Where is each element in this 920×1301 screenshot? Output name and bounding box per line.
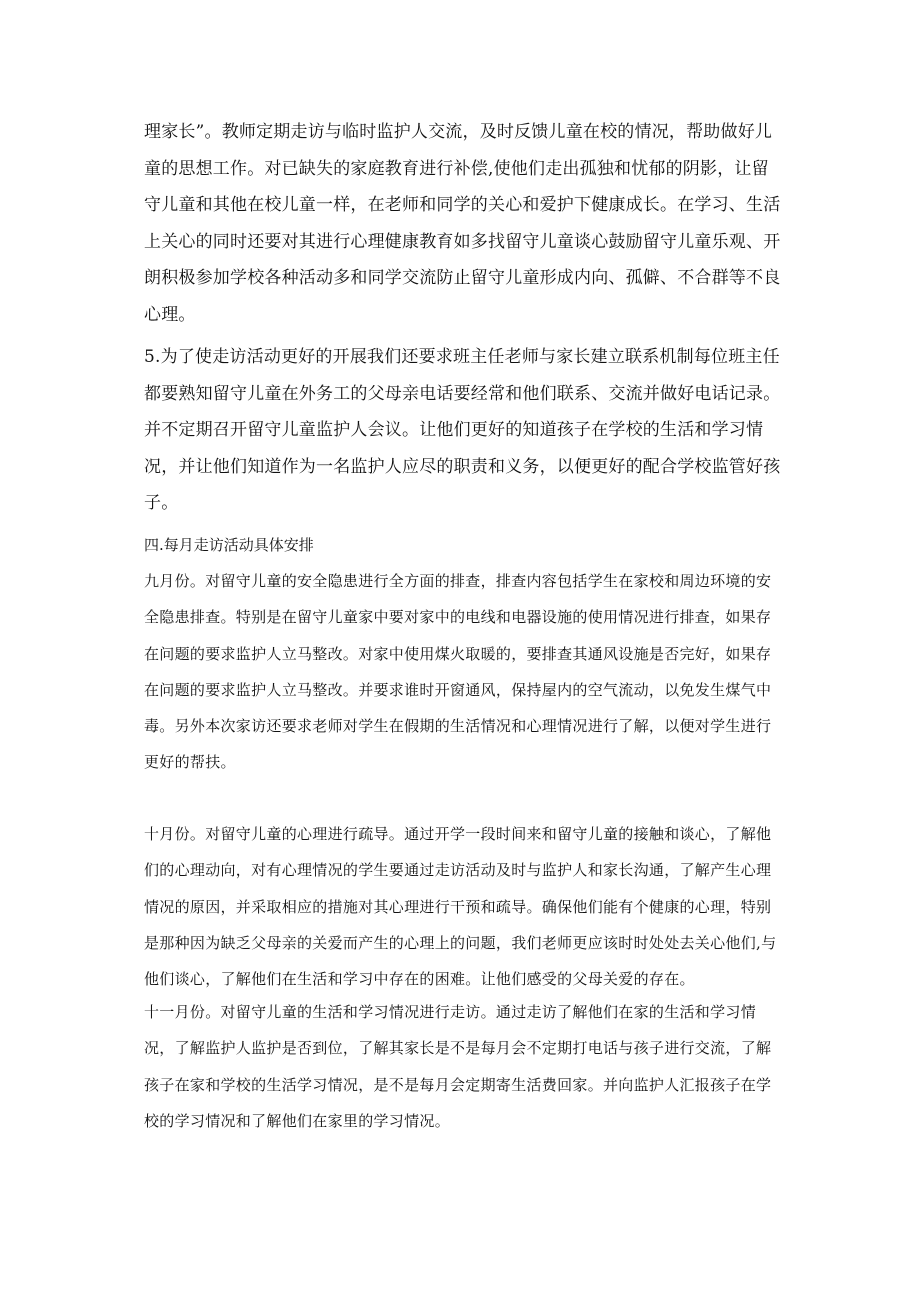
paragraph-october: 十月份。对留守儿童的心理进行疏导。通过开学一段时间来和留守儿童的接触和谈心，了解他们的心理动向，对有心理情况的学生要通过走访活动及时与监护人和家长沟通，了解产生心理情况的原因，并采取相应的措施对其心理进行干预和疏导。确保他们能有个健康的心理，特别是那种因为缺乏父母亲的关爱而产生的心理上的问题，我们老师更应该时时处处去关心他们,与他们谈心，了解他们在生活和学习中存在的困难。让他们感受的父母关爱的存在。 xyxy=(144,825,777,989)
paragraph-september: 九月份。对留守儿童的安全隐患进行全方面的排查，排查内容包括学生在家校和周边环境的安全隐患排查。特别是在留守儿童家中要对家中的电线和电器设施的使用情况进行排查，如果存在问题的要求监护人立马整改。对家中使用煤火取暖的，要排查其通风设施是否完好，如果存在问题的要求监护人立马整改。并要求谁时开窗通风，保持屋内的空气流动，以免发生煤气中毒。另外本次家访还要求老师对学生在假期的生活情况和心理情况进行了解，以便对学生进行更好的帮扶。 xyxy=(144,572,772,772)
paragraph-guardian-communication: 理家长”。教师定期走访与临时监护人交流，及时反馈儿童在校的情况，帮助做好儿童的思想工作。对已缺失的家庭教育进行补偿,使他们走出孤独和忧郁的阴影，让留守儿童和其他在校儿童一样，在老师和同学的关心和爱护下健康成长。在学习、生活上关心的同时还要对其进行心理健康教育如多找留守儿童谈心鼓励留守儿童乐观、开朗积极参加学校各种活动多和同学交流防止留守儿童形成内向、孤僻、不合群等不良心理。 xyxy=(144,122,781,325)
section-heading: 四.每月走访活动具体安排 xyxy=(144,536,314,554)
paragraph-contact-mechanism: 5.为了使走访活动更好的开展我们还要求班主任老师与家长建立联系机制每位班主任都要熟知留守儿童在外务工的父母亲电话要经常和他们联系、交流并做好电话记录。并不定期召开留守儿童监护人会议。让他们更好的知道孩子在学校的生活和学习情况，并让他们知道作为一名监护人应尽的职责和义务，以便更好的配合学校监管好孩子。 xyxy=(144,347,781,513)
paragraph-november: 十一月份。对留守儿童的生活和学习情况进行走访。通过走访了解他们在家的生活和学习情况，了解监护人监护是否到位，了解其家长是不是每月会不定期打电话与孩子进行交流，了解孩子在家和学校的生活学习情况，是不是每月会定期寄生活费回家。并向监护人汇报孩子在学校的学习情况和了解他们在家里的学习情况。 xyxy=(144,1003,772,1130)
